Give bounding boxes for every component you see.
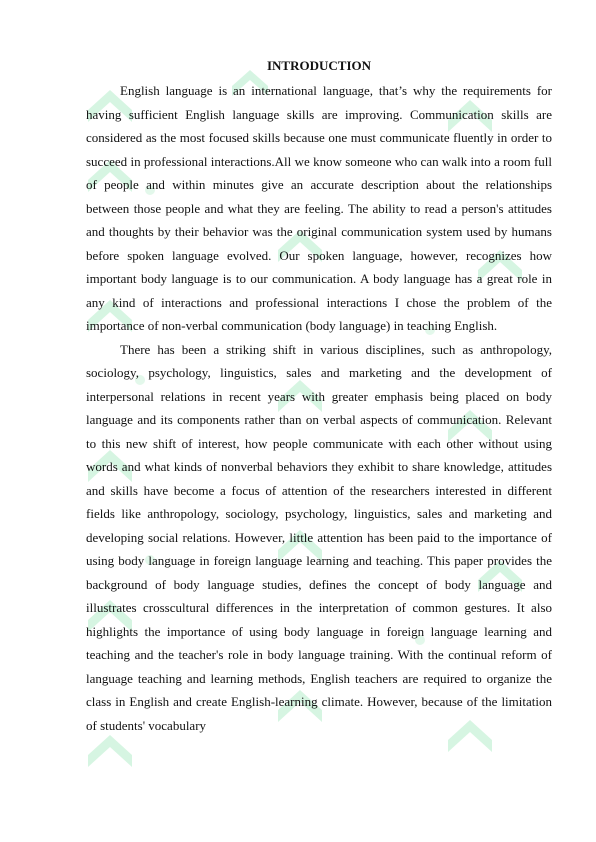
paragraph-intro: English language is an international language, that’s why the requirements for having sufficient English language skills are improving. Communication skills are considered as the most focused skills because one must communicate fluently in order to succeed in professional interactions.All we know someone who can walk into a room full of people and within minutes give an accurate description about the relationships between those people and what they are feeling. The ability to read a person's attitudes and thoughts by their behavior was the original communication system used by humans before spoken language evolved. Our spoken language, however, recognizes how important body language is to our communication. A body language has a great role in any kind of interactions and professional interactions I chose the problem of the importance of non-verbal communication (body language) in teaching English. bbox=[86, 83, 552, 333]
green-chevron-watermark-icon bbox=[88, 735, 132, 767]
page-title: INTRODUCTION bbox=[266, 58, 371, 73]
document-body bbox=[86, 56, 552, 737]
paragraph-shift: There has been a striking shift in various disciplines, such as anthropology, sociology, psychology, linguistics, sales and marketing and the development of interpersonal relations in recent years with greater emphasis being placed on body language and its components rather than on verbal aspects of communication. Relevant to this new shift of interest, how people communicate with each other without using words and what kinds of nonverbal behaviors they exhibit to share knowledge, attitudes and skills have become a focus of attention of the researchers interested in different fields like anthropology, sociology, psychology, linguistics, sales and marketing and developing social relations. However, little attention has been paid to the importance of using body language in foreign language learning and teaching. This paper provides the background of body language studies, defines the concept of body language and illustrates crosscultural differences in the interpretation of common gestures. It also highlights the importance of using body language in foreign language learning and teaching and the teacher's role in body language training. With the continual reform of language teaching and learning methods, English teachers are required to organize the class in English and create English-learning climate. However, because of the limitation of students' vocabulary bbox=[86, 341, 552, 733]
